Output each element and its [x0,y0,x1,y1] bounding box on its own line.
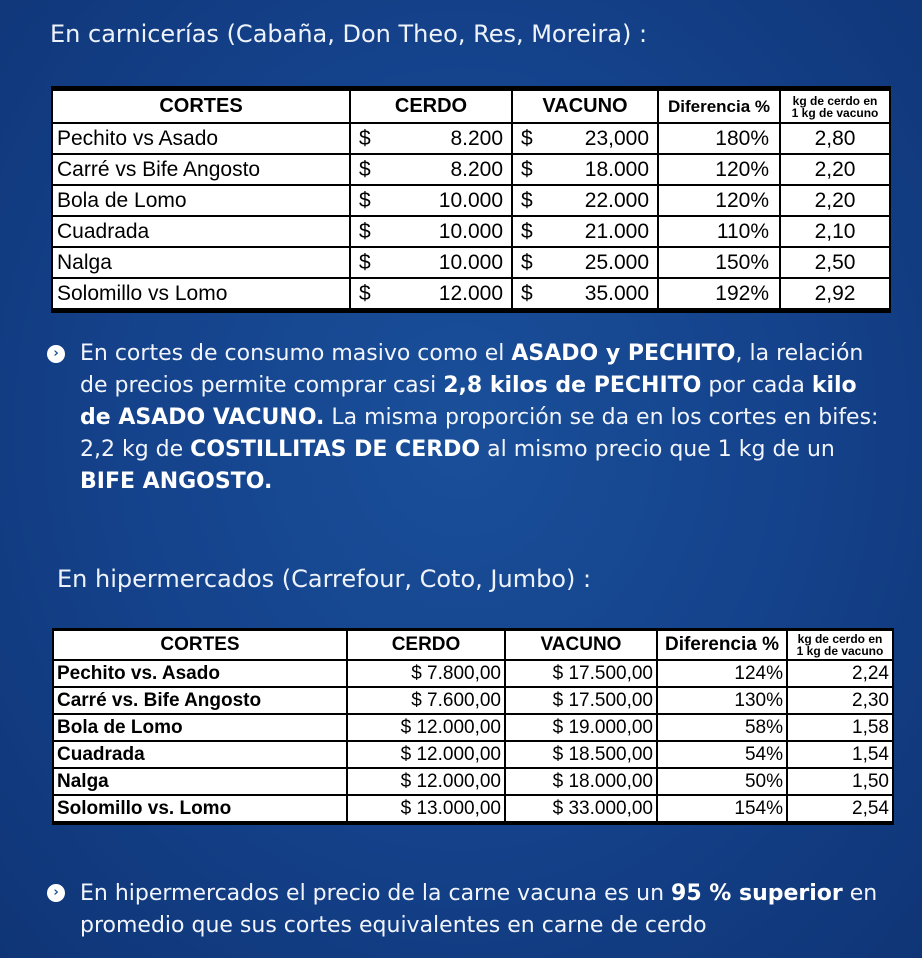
cell-kg: 2,24 [787,660,893,687]
cell-vacuno: 23,000 [540,123,658,154]
cell-diferencia: 130% [657,687,787,714]
cell-corte: Solomillo vs. Lomo [53,795,347,823]
cell-vacuno: $ 33.000,00 [505,795,657,823]
cell-currency: $ [350,247,378,278]
cell-diferencia: 120% [658,154,780,185]
cell-vacuno: $ 17.500,00 [505,687,657,714]
cell-kg: 1,58 [787,714,893,741]
cell-currency: $ [512,216,540,247]
bullet-text-asado [80,338,890,498]
cell-corte: Pechito vs Asado [52,123,350,154]
cell-kg: 2,50 [780,247,890,278]
cell-corte: Carré vs. Bife Angosto [53,687,347,714]
text-part: al mismo precio que 1 kg de un [480,437,835,462]
cell-cerdo: $ 12.000,00 [347,741,505,768]
cell-cerdo: $ 7.600,00 [347,687,505,714]
text-bold: 95 % superior [671,881,843,906]
text-bold: BIFE ANGOSTO. [80,469,273,494]
table-row [52,123,890,154]
cell-vacuno: $ 19.000,00 [505,714,657,741]
bullet-text-hipermercados [80,878,900,942]
cell-corte: Cuadrada [52,216,350,247]
cell-kg: 1,54 [787,741,893,768]
header-kg [780,89,890,124]
table-header-row [53,630,893,661]
cell-corte: Nalga [52,247,350,278]
chevron-right-circle-icon: › [47,884,65,902]
header-kg-line2: 1 kg de vacuno [796,644,884,658]
header-kg [787,630,893,661]
cell-cerdo: 8.200 [378,123,512,154]
text-part: En cortes de consumo masivo como el [80,341,512,366]
table-row [53,714,893,741]
cell-currency: $ [512,154,540,185]
text-bold: kilo de ASADO VACUNO. [80,373,857,430]
header-vacuno: VACUNO [505,630,657,661]
cell-kg: 2,30 [787,687,893,714]
table-row [53,741,893,768]
table-row [53,687,893,714]
cell-corte: Bola de Lomo [53,714,347,741]
text-part: En hipermercados el precio de la carne vacuna es un [80,881,672,906]
cell-corte: Solomillo vs Lomo [52,278,350,311]
cell-kg: 2,20 [780,185,890,216]
cell-currency: $ [350,154,378,185]
text-bold: ASADO y PECHITO [511,341,736,366]
cell-currency: $ [350,185,378,216]
chevron-right-circle-icon: › [47,345,65,363]
header-kg-line1: kg de cerdo en [792,93,878,108]
cell-cerdo: $ 12.000,00 [347,714,505,741]
cell-kg: 2,80 [780,123,890,154]
cell-diferencia: 180% [658,123,780,154]
cell-vacuno: 35.000 [540,278,658,311]
heading-carnicerias: En carnicerías (Cabaña, Don Theo, Res, Moreira) : [50,20,648,48]
cell-kg: 2,20 [780,154,890,185]
cell-currency: $ [512,123,540,154]
cell-vacuno: 18.000 [540,154,658,185]
table-row [52,185,890,216]
table-hipermercados [52,628,894,825]
cell-kg: 2,92 [780,278,890,311]
cell-vacuno: 22.000 [540,185,658,216]
table-row [53,660,893,687]
table-row [52,247,890,278]
cell-cerdo: $ 12.000,00 [347,768,505,795]
header-cortes: CORTES [52,89,350,124]
cell-cerdo: 10.000 [378,216,512,247]
header-cortes: CORTES [53,630,347,661]
cell-currency: $ [350,216,378,247]
cell-vacuno: $ 17.500,00 [505,660,657,687]
cell-cerdo: $ 13.000,00 [347,795,505,823]
header-diferencia: Diferencia % [657,630,787,661]
cell-cerdo: 10.000 [378,247,512,278]
cell-corte: Bola de Lomo [52,185,350,216]
cell-cerdo: 10.000 [378,185,512,216]
cell-corte: Pechito vs. Asado [53,660,347,687]
cell-diferencia: 154% [657,795,787,823]
text-part: por cada [701,373,812,398]
table-row [52,154,890,185]
table-row [52,278,890,311]
table-row [52,216,890,247]
cell-vacuno: 25.000 [540,247,658,278]
cell-currency: $ [350,278,378,311]
cell-diferencia: 120% [658,185,780,216]
cell-diferencia: 58% [657,714,787,741]
text-part: , la relación de precios permite comprar casi [80,341,864,398]
cell-currency: $ [512,185,540,216]
cell-cerdo: 8.200 [378,154,512,185]
text-part: en promedio que sus cortes equivalentes en carne de cerdo [80,881,878,938]
header-cerdo: CERDO [350,89,512,124]
cell-diferencia: 54% [657,741,787,768]
header-kg-line1: kg de cerdo en [797,632,883,646]
text-bold: COSTILLITAS DE CERDO [190,437,481,462]
cell-corte: Cuadrada [53,741,347,768]
table-row [53,795,893,823]
cell-currency: $ [350,123,378,154]
cell-currency: $ [512,278,540,311]
header-kg-line2: 1 kg de vacuno [791,105,879,120]
table-row [53,768,893,795]
cell-diferencia: 50% [657,768,787,795]
cell-cerdo: $ 7.800,00 [347,660,505,687]
cell-currency: $ [512,247,540,278]
header-cerdo: CERDO [347,630,505,661]
cell-corte: Carré vs Bife Angosto [52,154,350,185]
header-vacuno: VACUNO [512,89,658,124]
cell-corte: Nalga [53,768,347,795]
cell-kg: 2,54 [787,795,893,823]
cell-diferencia: 150% [658,247,780,278]
text-part: La misma proporción se da en los cortes en bifes: 2,2 kg de [80,405,879,462]
header-diferencia: Diferencia % [658,89,780,124]
cell-vacuno: $ 18.000,00 [505,768,657,795]
cell-kg: 2,10 [780,216,890,247]
heading-hipermercados: En hipermercados (Carrefour, Coto, Jumbo) : [57,565,592,593]
table-carnicerias [51,86,891,313]
cell-diferencia: 192% [658,278,780,311]
cell-diferencia: 110% [658,216,780,247]
cell-diferencia: 124% [657,660,787,687]
table-header-row [52,89,890,124]
cell-kg: 1,50 [787,768,893,795]
cell-vacuno: 21.000 [540,216,658,247]
cell-vacuno: $ 18.500,00 [505,741,657,768]
text-bold: 2,8 kilos de PECHITO [443,373,702,398]
cell-cerdo: 12.000 [378,278,512,311]
